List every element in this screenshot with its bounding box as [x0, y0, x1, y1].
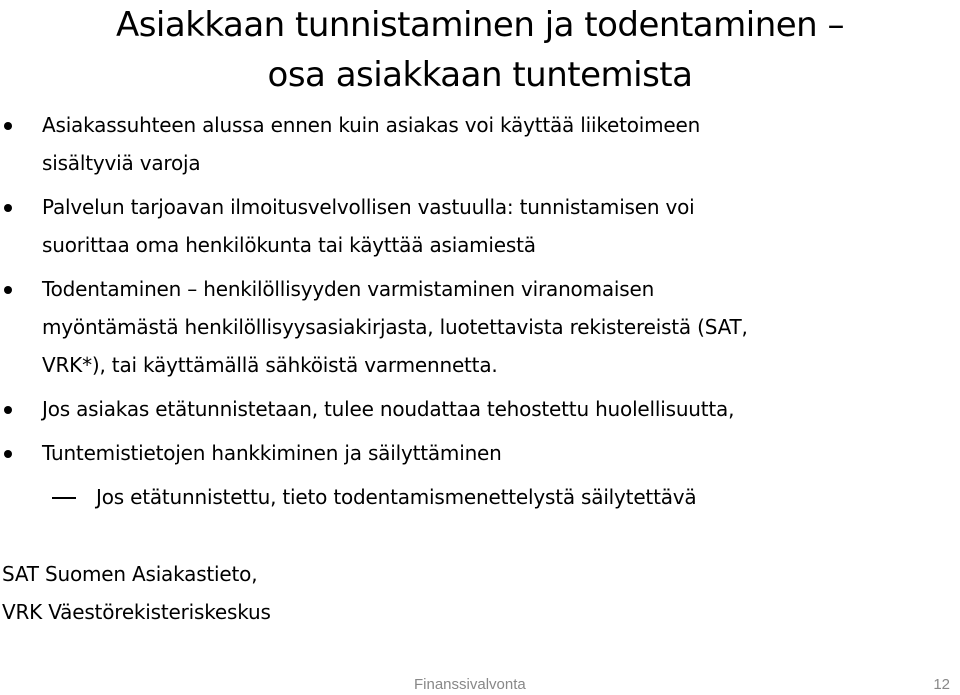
- bullet-dot-icon: [4, 286, 12, 294]
- bullet-item: [0, 188, 960, 264]
- sub-bullet-item: [0, 478, 960, 516]
- bullet-text-line: suorittaa oma henkilökunta tai käyttää asiamiestä: [42, 233, 536, 257]
- bullet-item: [0, 106, 960, 182]
- dash-icon: [52, 497, 76, 499]
- bullet-dot-icon: [4, 122, 12, 130]
- bullet-item: [0, 270, 960, 384]
- bullet-text-line: VRK*), tai käyttämällä sähköistä varmennetta.: [42, 353, 498, 377]
- slide-title: [0, 0, 960, 100]
- bullet-item: [0, 390, 960, 428]
- bullet-text-line: Asiakassuhteen alussa ennen kuin asiakas voi käyttää liiketoimeen: [42, 113, 701, 137]
- bullet-text-line: Palvelun tarjoavan ilmoitusvelvollisen vastuulla: tunnistamisen voi: [42, 195, 695, 219]
- bullet-dot-icon: [4, 406, 12, 414]
- bullet-item: [0, 434, 960, 472]
- slide-number: 12: [933, 676, 950, 693]
- slide-title-line-1: Asiakkaan tunnistaminen ja todentaminen –: [115, 5, 845, 45]
- footnotes: [2, 555, 271, 631]
- bullet-text-line: Tuntemistietojen hankkiminen ja säilyttäminen: [42, 441, 502, 465]
- sub-bullet-text: Jos etätunnistettu, tieto todentamismenettelystä säilytettävä: [96, 485, 697, 509]
- footnote-sat: SAT Suomen Asiakastieto,: [2, 562, 258, 586]
- footnote-vrk: VRK Väestörekisteriskeskus: [2, 600, 271, 624]
- bullet-dot-icon: [4, 204, 12, 212]
- bullet-text-line: Todentaminen – henkilöllisyyden varmistaminen viranomaisen: [42, 277, 655, 301]
- bullet-list: [0, 106, 960, 522]
- bullet-dot-icon: [4, 450, 12, 458]
- bullet-text-line: Jos asiakas etätunnistetaan, tulee noudattaa tehostettu huolellisuutta,: [42, 397, 735, 421]
- bullet-text-line: sisältyviä varoja: [42, 151, 201, 175]
- footer-organization: Finanssivalvonta: [414, 676, 526, 693]
- bullet-text-line: myöntämästä henkilöllisyysasiakirjasta, luotettavista rekistereistä (SAT,: [42, 315, 748, 339]
- slide-title-line-2: osa asiakkaan tuntemista: [267, 55, 693, 95]
